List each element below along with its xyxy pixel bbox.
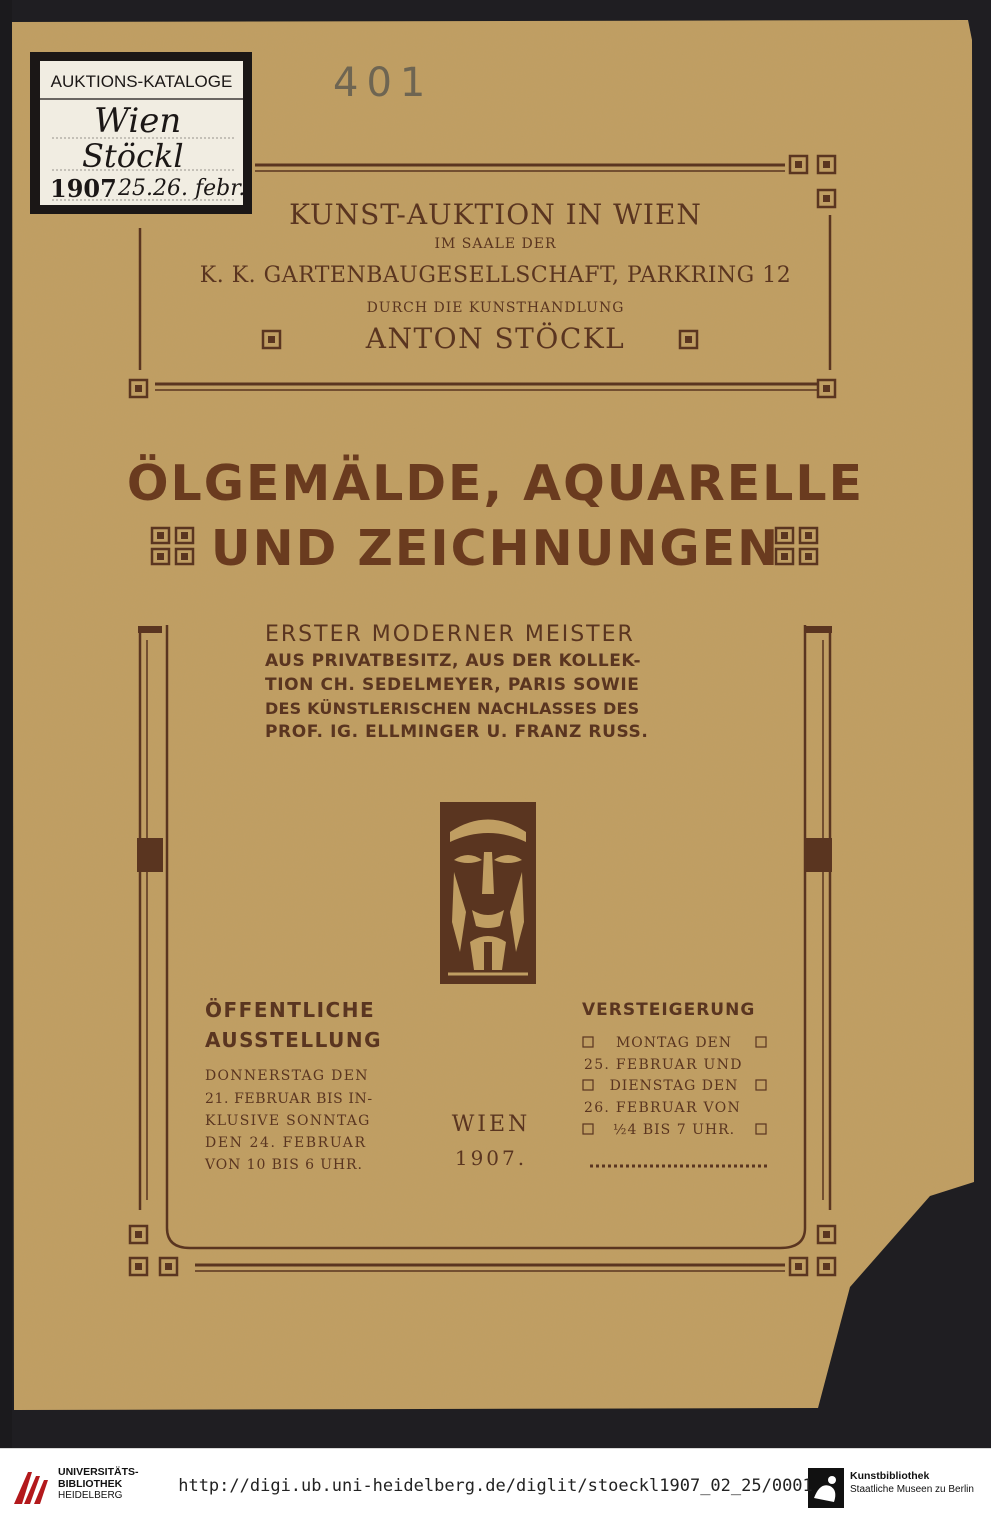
ub-logo-line-1: UNIVERSITÄTS- xyxy=(58,1466,139,1478)
auction-line-3: DIENSTAG DEN xyxy=(609,1078,739,1094)
auction-line-5: ½4 BIS 7 UHR. xyxy=(612,1122,736,1138)
exhibition-line-5: VON 10 BIS 6 UHR. xyxy=(205,1157,363,1173)
auction-line-4: 26. FEBRUAR VON xyxy=(584,1100,742,1116)
kb-logo-line-2: Staatliche Museen zu Berlin xyxy=(850,1484,974,1495)
subtitle-line-3: TION CH. SEDELMEYER, PARIS SOWIE xyxy=(265,675,640,695)
exhibition-heading-2: AUSSTELLUNG xyxy=(205,1028,382,1052)
ub-logo-line-2: BIBLIOTHEK xyxy=(58,1478,123,1490)
label-date: 25.26. febr. xyxy=(118,176,246,201)
label-dealer: Stöckl xyxy=(82,137,184,175)
label-city: Wien xyxy=(94,101,182,141)
auction-heading: VERSTEIGERUNG xyxy=(582,1000,756,1020)
header-line-2: IM SAALE DER xyxy=(434,236,557,252)
auction-line-1: MONTAG DEN xyxy=(615,1035,733,1051)
exhibition-line-4: DEN 24. FEBRUAR xyxy=(205,1135,367,1151)
header-line-1: KUNST-AUKTION IN WIEN xyxy=(289,198,702,231)
place-year: 1907. xyxy=(454,1146,528,1170)
label-year: 1907 xyxy=(50,174,117,203)
ub-logo-line-3: HEIDELBERG xyxy=(58,1490,123,1501)
exhibition-heading-1: ÖFFENTLICHE xyxy=(205,998,376,1022)
subtitle-line-2: AUS PRIVATBESITZ, AUS DER KOLLEK- xyxy=(265,651,642,671)
header-line-3: K. K. GARTENBAUGESELLSCHAFT, PARKRING 12 xyxy=(199,263,792,288)
label-heading: AUKTIONS-KATALOGE xyxy=(50,72,233,91)
mask-emblem xyxy=(440,802,536,984)
subtitle-line-5: PROF. IG. ELLMINGER U. FRANZ RUSS. xyxy=(265,722,649,742)
header-dealer-name: ANTON STÖCKL xyxy=(365,322,626,355)
auction-line-2: 25. FEBRUAR UND xyxy=(584,1057,743,1073)
exhibition-line-2: 21. FEBRUAR BIS IN- xyxy=(205,1091,373,1107)
subtitle-line-4: DES KÜNSTLERISCHEN NACHLASSES DES xyxy=(265,699,640,718)
pencil-note: 401 xyxy=(333,60,434,106)
subtitle-line-1: ERSTER MODERNER MEISTER xyxy=(265,622,635,647)
exhibition-line-1: DONNERSTAG DEN xyxy=(205,1068,369,1084)
title-line-2: UND ZEICHNUNGEN xyxy=(210,520,781,577)
kb-logo-line-1: Kunstbibliothek xyxy=(850,1470,930,1482)
exhibition-line-3: KLUSIVE SONNTAG xyxy=(205,1113,371,1129)
title-line-1: ÖLGEMÄLDE, AQUARELLE xyxy=(126,455,865,512)
header-line-4: DURCH DIE KUNSTHANDLUNG xyxy=(366,300,625,316)
page-url-link[interactable]: http://digi.ub.uni-heidelberg.de/diglit/stoeckl1907_02_25/0001 xyxy=(178,1476,813,1496)
place-city: WIEN xyxy=(451,1112,531,1137)
